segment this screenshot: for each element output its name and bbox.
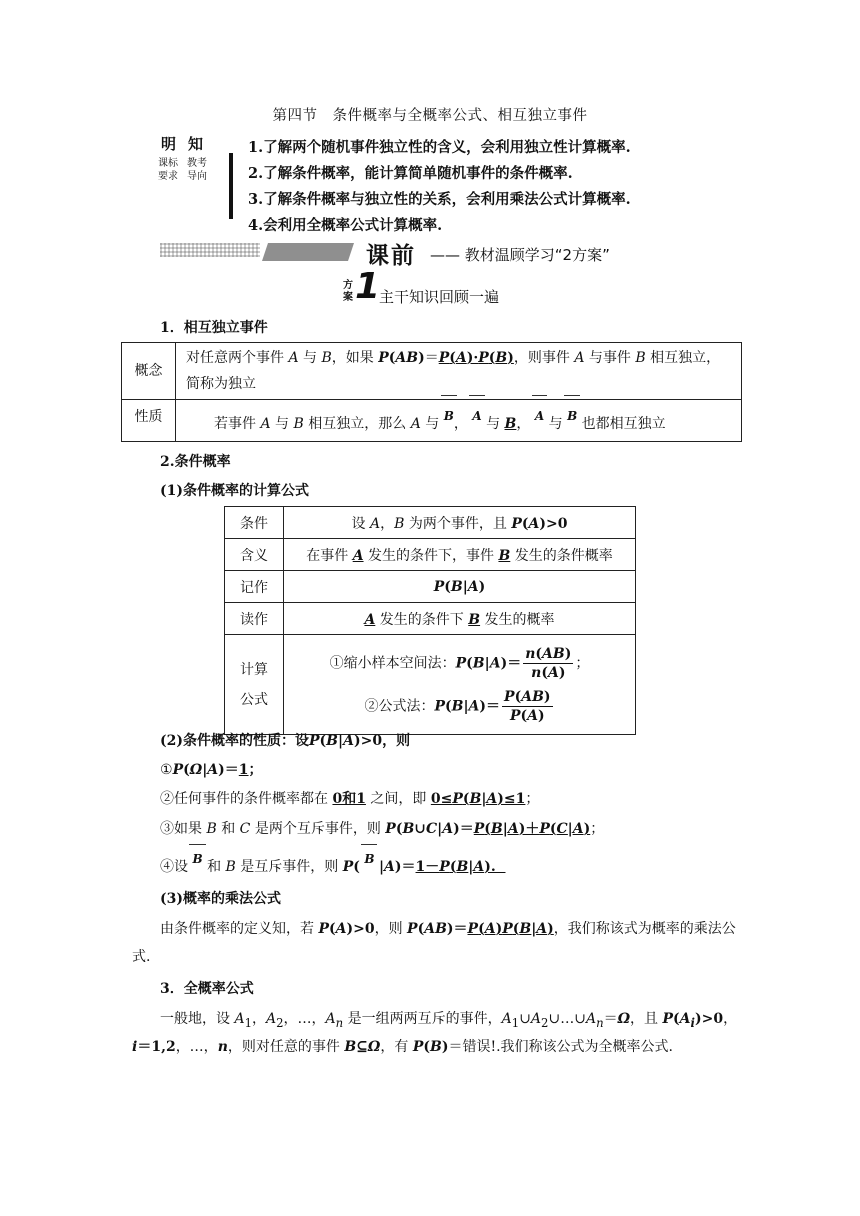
meaning-label: 含义 (225, 539, 284, 571)
formula-cell: ①缩小样本空间法：P(B|A)＝ $\frac{n(AB)}{n(A)}$ ； ②公式法：P(B|A)＝ $\frac{P(AB)}{P(A)}$ (284, 635, 636, 735)
subheading-3: (3)概率的乘法公式 (160, 891, 281, 907)
fraction-2: $\frac{P(AB)}{P(A)}$ (504, 688, 551, 724)
mingzhi-small1: 课标 (158, 158, 178, 169)
t: 与 (548, 415, 563, 432)
t: 是互斥事件，则 (240, 859, 339, 875)
concept-cell: 对任意两个事件 A 与 B，如果 P(AB)＝P(A)·P(B)，则事件 A 与事件 B 相互独立， 简称为独立 (176, 343, 742, 400)
t: 设 (351, 515, 366, 532)
t: ，如果 (331, 350, 374, 366)
notation-cell: P(B|A) (284, 571, 636, 603)
cond-label: 条件 (225, 507, 284, 539)
section-heading-1: 1．相互独立事件 (160, 320, 268, 336)
t: ① (160, 762, 173, 778)
t: 与 (303, 350, 318, 366)
t: 相互独立，那么 (308, 415, 407, 432)
multiplication-text-cont: 式. (132, 949, 151, 965)
t: ，且 (630, 1011, 659, 1027)
t: ，则 (382, 733, 411, 749)
property-1: ①P(Ω|A)＝1； (160, 762, 263, 778)
concept-label: 概念 (122, 343, 176, 400)
section-heading-2: 2.条件概率 (160, 454, 231, 470)
banner-bar (262, 243, 354, 261)
t: 错误!.我们称该公式为全概率公式. (462, 1039, 673, 1055)
t: 若事件 (214, 415, 256, 432)
cond-cell: 设 A，B 为两个事件，且 P(A)>0 (284, 507, 636, 539)
t: 也都相互独立 (581, 415, 666, 432)
total-prob-line2: i＝1,2，…，n，则对任意的事件 B⊆Ω，有 P(B)＝错误!.我们称该公式为全概率公式. (132, 1039, 673, 1055)
property-cell: 若事件 A 与 B 相互独立，那么 A 与 B， A 与 B， A 与 B 也都相互独立 (176, 400, 742, 442)
t: ，则对任意的事件 (227, 1039, 340, 1055)
mingzhi-small2: 要求 (158, 171, 178, 182)
property-4: ④设 B 和 B 是互斥事件，则 P( B |A)＝1－P(B|A). (160, 852, 506, 875)
total-prob-line1: 一般地，设 $A_1$，$A_2$，…，$A_n$ 是一组两两互斥的事件，$A_1\cup A_2\cup\dots\cup A_n=\Omega$，且 $P(A_i)>0$， (160, 1011, 738, 1030)
property-3: ③如果 B 和 C 是两个互斥事件，则 P(B∪C|A)＝P(B|A)＋P(C|A)； (160, 821, 605, 837)
mingzhi-char2: 知 (188, 135, 204, 153)
banner-main: 课前 (366, 243, 416, 269)
goal-4: 4.会利用全概率公式计算概率. (248, 217, 443, 234)
section-heading-3: 3．全概率公式 (160, 981, 254, 997)
t: ，有 (380, 1039, 409, 1055)
mingzhi-badge (158, 133, 214, 183)
goal-1: 1.了解两个随机事件独立性的含义，会利用独立性计算概率. (248, 139, 631, 156)
t: 与 (425, 415, 440, 432)
t: 在事件 (306, 547, 349, 564)
goal-2: 2.了解条件概率，能计算简单随机事件的条件概率. (248, 165, 573, 182)
t: 之间，即 (370, 791, 427, 807)
fangan-bottom: 案 (343, 292, 353, 303)
mingzhi-small3: 教考 (187, 158, 207, 169)
b-bar: B (364, 852, 375, 866)
t: ，则事件 (513, 350, 570, 366)
page-title: 第四节 条件概率与全概率公式、相互独立事件 (272, 108, 588, 124)
t: 与 (486, 415, 501, 432)
t: ②任何事件的条件概率都在 (160, 791, 328, 807)
t: 与 (275, 415, 290, 432)
multiplication-text: 由条件概率的定义知，若 P(A)>0，则 P(AB)＝P(A)P(B|A)，我们称该式为概率的乘法公 (160, 921, 736, 937)
t: 计算 (240, 661, 268, 678)
property-intro: (2)条件概率的性质：设P(B|A)>0，则 (160, 733, 411, 749)
t: (2)条件概率的性质：设 (160, 733, 309, 749)
t: ③如果 (160, 821, 202, 837)
t: ①缩小样本空间法： (329, 655, 456, 671)
t: 是两个互斥事件，则 (254, 821, 381, 837)
goals-divider (229, 153, 233, 219)
t: 为两个事件，且 (408, 515, 507, 532)
t: 发生的概率 (484, 611, 555, 628)
reading-label: 读作 (225, 603, 284, 635)
conditional-probability-table (224, 506, 636, 735)
t: 简称为独立 (186, 376, 256, 392)
t: 公式 (240, 691, 268, 708)
fangan-label (343, 280, 353, 304)
subheading-1: (1)条件概率的计算公式 (160, 483, 309, 499)
a-bar: A (535, 403, 544, 429)
goal-3: 3.了解条件概率与独立性的关系，会利用乘法公式计算概率. (248, 191, 631, 208)
b-bar: B (192, 852, 203, 866)
t: 由条件概率的定义知，若 (160, 921, 314, 937)
a-bar: A (472, 403, 481, 429)
t: ④设 (160, 859, 188, 875)
banner-dots (160, 243, 260, 257)
formula-label (225, 635, 284, 735)
t: 一般地，设 (160, 1011, 230, 1027)
t: 和 (221, 821, 236, 837)
fangan-top: 方 (343, 280, 353, 291)
t: ，我们称该式为概率的乘法公 (553, 921, 736, 937)
t: 相互独立， (650, 350, 721, 366)
b-bar: B (567, 403, 577, 429)
banner-sub: —— 教材温顾学习“2方案” (430, 246, 610, 264)
t: ，则 (374, 921, 403, 937)
reading-cell: A 发生的条件下 B 发生的概率 (284, 603, 636, 635)
mingzhi-small4: 导向 (187, 171, 207, 182)
b-bar: B (444, 403, 454, 429)
mingzhi-char1: 明 (161, 135, 177, 153)
fraction-1: $\frac{n(AB)}{n(A)}$ (525, 645, 572, 681)
t: 和 (207, 859, 222, 875)
t: 发生的条件下，事件 (368, 547, 495, 564)
t: 与事件 (588, 350, 631, 366)
meaning-cell: 在事件 A 发生的条件下，事件 B 发生的条件概率 (284, 539, 636, 571)
notation-label: 记作 (225, 571, 284, 603)
property-label: 性质 (122, 400, 176, 442)
independence-table (121, 342, 742, 442)
banner-subtitle: 主干知识回顾一遍 (379, 288, 500, 306)
t: 对任意两个事件 (186, 350, 284, 366)
t: 是一组两两互斥的事件， (347, 1011, 502, 1027)
t: 发生的条件下 (379, 611, 464, 628)
property-2: ②任何事件的条件概率都在 0和1 之间，即 0≤P(B|A)≤1； (160, 791, 540, 807)
fangan-number: 1 (355, 266, 381, 307)
t: 0和1 (332, 791, 366, 807)
t: 发生的条件概率 (514, 547, 613, 564)
t: ②公式法： (364, 698, 435, 714)
